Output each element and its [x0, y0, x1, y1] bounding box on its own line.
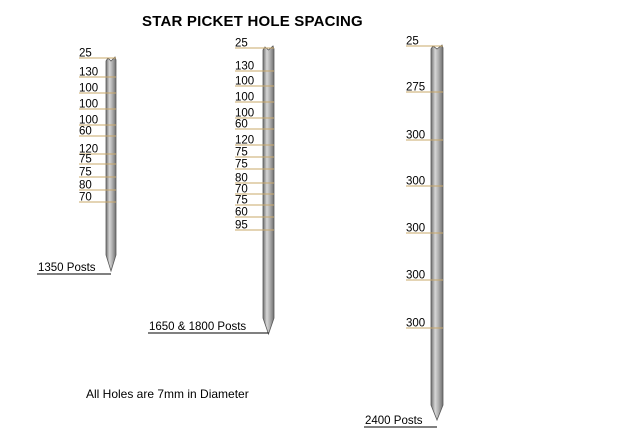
spacing-label: 75 [235, 146, 248, 159]
spacing-label: 300 [406, 269, 426, 282]
picket-body [263, 46, 274, 334]
spacing-label: 75 [79, 166, 92, 179]
spacing-label: 75 [79, 153, 92, 166]
spacing-label: 100 [79, 98, 99, 111]
diagram-title: STAR PICKET HOLE SPACING [142, 13, 363, 30]
spacing-label: 75 [235, 158, 248, 171]
spacing-label: 100 [79, 114, 99, 127]
spacing-label: 25 [406, 35, 419, 48]
spacing-label: 60 [79, 125, 92, 138]
post-length-label: 1350 Posts [38, 262, 96, 274]
spacing-label: 60 [235, 118, 248, 131]
spacing-label: 95 [235, 219, 248, 232]
spacing-label: 130 [235, 60, 255, 73]
spacing-label: 300 [406, 317, 426, 330]
picket-1650-1800 [148, 38, 274, 335]
spacing-label: 25 [235, 37, 248, 50]
picket-2400 [364, 36, 443, 428]
spacing-label: 130 [79, 66, 99, 79]
spacing-label: 100 [235, 107, 255, 120]
hole-diameter-note: All Holes are 7mm in Diameter [86, 387, 249, 401]
spacing-label: 75 [235, 194, 248, 207]
spacing-label: 120 [79, 143, 99, 156]
spacing-label: 60 [235, 206, 248, 219]
spacing-label: 100 [235, 91, 255, 104]
spacing-label: 80 [79, 179, 92, 192]
picket-1350 [37, 48, 116, 275]
spacing-label: 80 [235, 172, 248, 185]
post-length-label: 1650 & 1800 Posts [149, 321, 247, 333]
spacing-label: 70 [235, 183, 248, 196]
spacing-label: 300 [406, 222, 426, 235]
spacing-label: 70 [79, 191, 92, 204]
spacing-label: 100 [79, 82, 99, 95]
spacing-label: 300 [406, 175, 426, 188]
spacing-label: 275 [406, 81, 426, 94]
post-length-label: 2400 Posts [365, 415, 423, 427]
spacing-label: 120 [235, 134, 255, 147]
spacing-label: 25 [79, 47, 92, 60]
spacing-label: 300 [406, 129, 426, 142]
spacing-label: 100 [235, 75, 255, 88]
